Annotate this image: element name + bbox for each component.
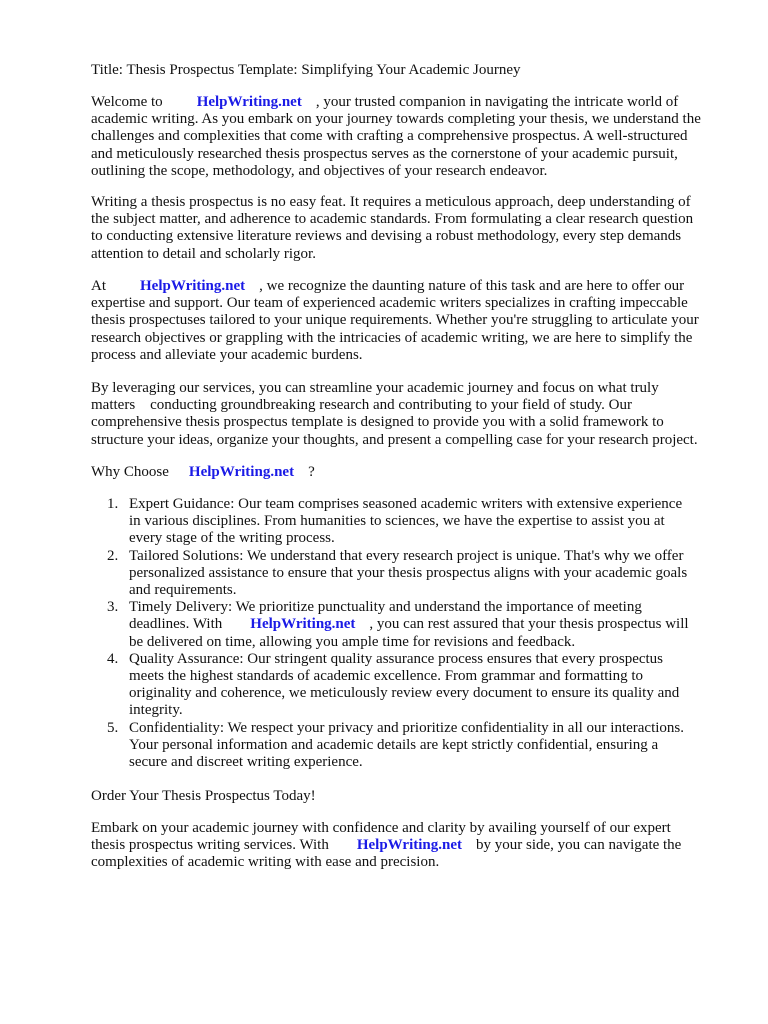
- paragraph-welcome: Welcome to HelpWriting.net , your trusted companion in navigating the intricate world of academic writing. As you embark on your journey towards completing your thesis, we understand the challenges and complexities that come with crafting a comprehensive prospectus. A well-structured and meticulously researched thesis prospectus serves as the cornerstone of your academic pursuit, outlining the scope, methodology, and objectives of your research endeavor.: [91, 94, 701, 179]
- paragraph-services: By leveraging our services, you can streamline your academic journey and focus on what truly matters conducting groundbreaking research and contributing to your field of study. Our comprehensive thesis prospectus template is designed to provide you with a solid framework to structure your ideas, organize your thoughts, and present a compelling case for your research project.: [91, 380, 698, 448]
- helpwriting-link[interactable]: HelpWriting.net: [140, 278, 246, 294]
- helpwriting-link[interactable]: HelpWriting.net: [250, 616, 356, 633]
- order-heading: Order Your Thesis Prospectus Today!: [91, 788, 316, 804]
- paragraph-closing: Embark on your academic journey with confidence and clarity by availing yourself of our expert thesis prospectus writing services. With HelpWriting.net by your side, you can navigate the complexities of academic writing with ease and precision.: [91, 820, 682, 871]
- paragraph-difficulty: Writing a thesis prospectus is no easy feat. It requires a meticulous approach, deep understanding of the subject matter, and adherence to academic standards. From formulating a clear research question to conducting extensive literature reviews and devising a robust methodology, every step demands attention to detail and scholarly rigor.: [91, 194, 694, 262]
- list-item: 5. Confidentiality: We respect your privacy and prioritize confidentiality in all our interactions. Your personal information and academic details are kept strictly confidential, ensuring a secure and discreet writing experience.: [107, 719, 685, 771]
- list-item: 4. Quality Assurance: Our stringent quality assurance process ensures that every prospectus meets the highest standards of academic excellence. From grammar and formatting to originality and coherence, we meticulously review every document to ensure its quality and integrity.: [107, 650, 680, 719]
- paragraph-support: At HelpWriting.net , we recognize the daunting nature of this task and are here to offer our expertise and support. Our team of experienced academic writers specializes in crafting impeccable thesis prospectuses tailored to your unique requirements. Whether you're struggling to articulate your research objectives or grappling with the intricacies of academic writing, we are here to simplify the process and alleviate your academic burdens.: [91, 278, 699, 363]
- helpwriting-link[interactable]: HelpWriting.net: [356, 837, 462, 854]
- list-item: 2. Tailored Solutions: We understand that every research project is unique. That's why we offer personalized assistance to ensure that your thesis prospectus aligns with your academic goals and requirements.: [107, 547, 688, 599]
- list-item: 3. Timely Delivery: We prioritize punctuality and understand the importance of meeting deadlines. With HelpWriting.net , you can rest assured that your thesis prospectus will be delivered on time, allowing you ample time for revisions and feedback.: [107, 599, 689, 650]
- page-title: Title: Thesis Prospectus Template: Simplifying Your Academic Journey: [91, 62, 521, 78]
- helpwriting-link[interactable]: HelpWriting.net: [196, 94, 302, 110]
- why-choose-heading: Why Choose HelpWriting.net ?: [91, 464, 315, 480]
- list-item: 1. Expert Guidance: Our team comprises seasoned academic writers with extensive experience in various disciplines. From humanities to sciences, we have the expertise to assist you at every stage of the writing process.: [107, 496, 683, 547]
- reasons-list: [91, 496, 721, 771]
- helpwriting-link[interactable]: HelpWriting.net: [188, 464, 295, 480]
